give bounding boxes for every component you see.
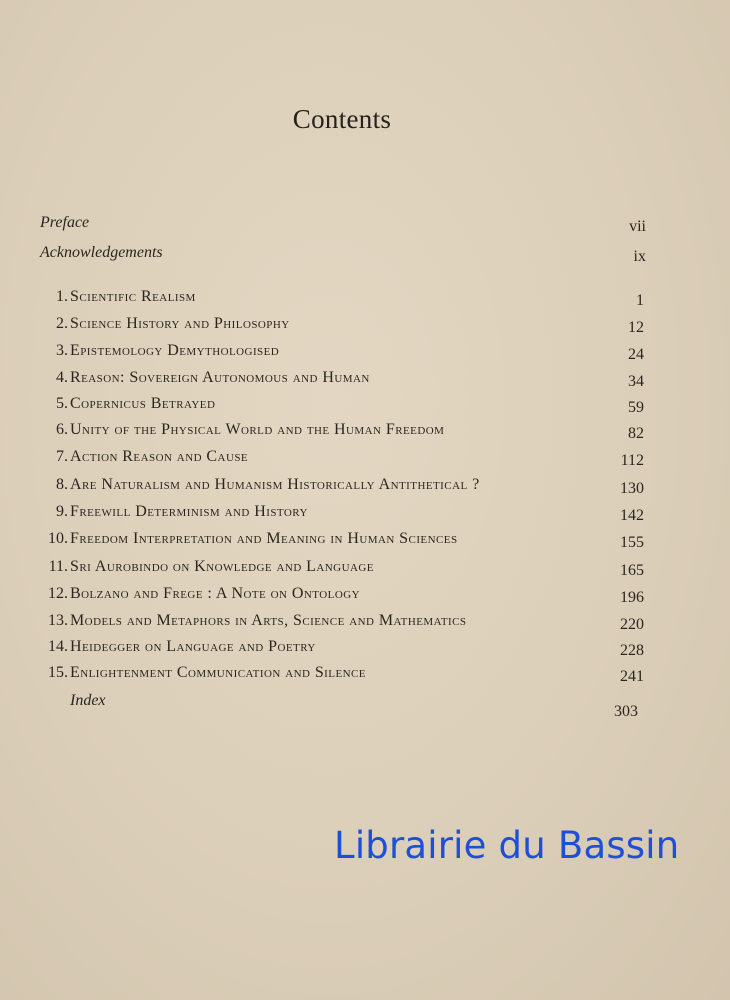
chapter-page: 155 — [620, 534, 644, 551]
chapter-page: 130 — [620, 480, 644, 497]
chapter-number: 1. — [56, 288, 68, 305]
index-page: 303 — [614, 703, 638, 720]
chapter-title: Action Reason and Cause — [70, 448, 249, 465]
toc-row — [40, 503, 644, 525]
chapter-title: Unity of the Physical World and the Human Freedom — [70, 421, 445, 438]
front-matter-page: vii — [629, 218, 646, 235]
toc-row — [40, 395, 644, 417]
toc-row — [40, 476, 644, 498]
chapter-number: 4. — [56, 369, 68, 386]
front-matter-page: ix — [633, 248, 646, 265]
chapter-number: 7. — [56, 448, 68, 465]
toc-row — [40, 315, 644, 337]
chapter-page: 1 — [636, 292, 644, 309]
chapter-title: Science History and Philosophy — [70, 315, 290, 332]
chapter-number: 13. — [48, 612, 68, 629]
chapter-page: 165 — [620, 562, 644, 579]
toc-row — [40, 664, 644, 686]
chapter-number: 10. — [48, 530, 68, 547]
front-matter-label: Acknowledgements — [40, 244, 163, 261]
chapter-number: 5. — [56, 395, 68, 412]
toc-row — [40, 585, 644, 607]
toc-row — [40, 342, 644, 364]
chapter-title: Copernicus Betrayed — [70, 395, 216, 412]
chapter-page: 82 — [628, 425, 644, 442]
chapter-title: Models and Metaphors in Arts, Science and Mathematics — [70, 612, 467, 629]
chapter-title: Heidegger on Language and Poetry — [70, 638, 316, 655]
toc-row — [40, 369, 644, 391]
index-label: Index — [70, 692, 106, 709]
chapter-page: 241 — [620, 668, 644, 685]
chapter-number: 14. — [48, 638, 68, 655]
chapter-number: 12. — [48, 585, 68, 602]
chapter-page: 142 — [620, 507, 644, 524]
chapter-title: Freewill Determinism and History — [70, 503, 308, 520]
chapter-title: Epistemology Demythologised — [70, 342, 280, 359]
toc-row — [40, 638, 644, 660]
chapter-title: Freedom Interpretation and Meaning in Human Sciences — [70, 530, 458, 547]
chapter-title: Bolzano and Frege : A Note on Ontology — [70, 585, 361, 602]
chapter-number: 3. — [56, 342, 68, 359]
chapter-title: Are Naturalism and Humanism Historically Antithetical ? — [70, 476, 480, 493]
toc-row — [40, 421, 644, 443]
chapter-title: Scientific Realism — [70, 288, 196, 305]
page-title: Contents — [292, 104, 392, 134]
watermark: Librairie du Bassin — [334, 824, 680, 867]
chapter-page: 59 — [628, 399, 644, 416]
toc-row — [40, 612, 644, 634]
toc-row — [40, 448, 644, 470]
chapter-title: Sri Aurobindo on Knowledge and Language — [70, 558, 374, 575]
chapter-number: 2. — [56, 315, 68, 332]
chapter-page: 228 — [620, 642, 644, 659]
toc-row — [40, 530, 644, 552]
chapter-page: 220 — [620, 616, 644, 633]
toc-row — [40, 288, 644, 310]
chapter-number: 8. — [56, 476, 68, 493]
chapter-page: 24 — [628, 346, 644, 363]
chapter-number: 15. — [48, 664, 68, 681]
chapter-page: 112 — [620, 452, 644, 469]
chapter-number: 6. — [56, 421, 68, 438]
front-matter-acknowledgements — [40, 244, 646, 265]
chapter-title: Enlightenment Communication and Silence — [70, 664, 366, 681]
chapter-page: 196 — [620, 589, 644, 606]
chapter-number: 9. — [56, 503, 68, 520]
chapter-page: 34 — [628, 373, 644, 390]
front-matter-label: Preface — [40, 214, 90, 231]
toc-row — [40, 558, 644, 580]
front-matter-preface — [40, 214, 646, 235]
chapter-page: 12 — [628, 319, 644, 336]
chapter-number: 11. — [48, 558, 68, 575]
chapter-title: Reason: Sovereign Autonomous and Human — [70, 369, 370, 386]
